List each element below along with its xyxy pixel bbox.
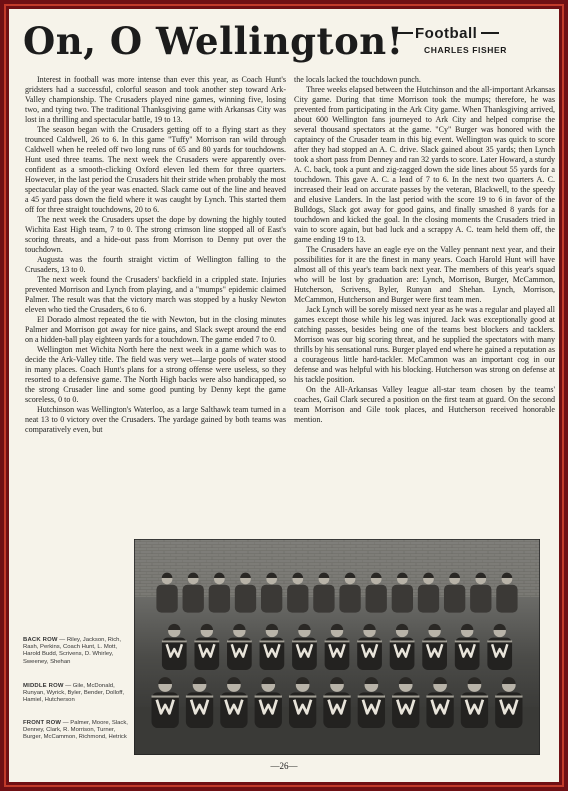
article-paragraph: Interest in football was more intense than ever this year, as Coach Hunt's gridsters had a successful, colorful season and took another step toward Ark-Valley championship. The Crusaders played nine games, winning five, losing two, and tying two. The traditional Thanksgiving game with Arkansas City was lost in a thrilling and spectacular battle, 19 to 13. <box>25 75 286 124</box>
article-paragraph: Augusta was the fourth straight victim of Wellington falling to the Crusaders, 13 to 0. <box>25 255 286 274</box>
caption-front-row: FRONT ROW — Palmer, Moore, Slack, Denney, Clark, R. Morrison, Turner, Burger, McCammon, Richmond, Hetrick <box>23 720 128 741</box>
caption-names: Riley, Jackson, Rich, Rash, Perkins, Coach Hunt, L. Mott, Harold Budd, Scrivens, D. Whirley, Sweeney, Shehan <box>23 637 122 665</box>
article-paragraph: On the All-Arkansas Valley league all-star team chosen by the teams' coaches, Gail Clark secured a position on the first team at guard. On the second team Morrison and Gile took places, and Hutcherson received honorable mention. <box>294 385 555 424</box>
article-paragraph: The next week the Crusaders upset the dope by downing the highly touted Wichita East High team, 7 to 0. The strong crimson line stopped all of East's scoring threats, and a hide-out pass from Morrison to Denny put over the touchdown. <box>25 215 286 254</box>
article-paragraph: Jack Lynch will be sorely missed next year as he was a regular and played all games except those while his leg was injured. Jack was exceptionally good at catching passes, besides being one of the teams best blockers and tacklers. Morrison was our big scoring threat, and he supplied the spectators with many thrills by his sensational runs. Burger played end where he gained a reputation as a courageous little hard-tackler. McCammon was an important cog in our defense and was helpful with his blocking. Hutcherson was strong on defense at his tackle position. <box>294 305 555 384</box>
article-paragraph: El Dorado almost repeated the tie with Newton, but in the closing minutes Palmer and Morrison got away for nice gains, and Slack swept around the end on a hidden-ball play eighteen yards for a touchdown. The game ended 7 to 0. <box>25 315 286 344</box>
article-paragraph: The next week found the Crusaders' backfield in a crippled state. Injuries prevented Morrison and Lynch from playing, and a "mumps" epidemic claimed Palmer. The result was that the victory march was stopped by a husky Newton eleven who tied the Crusaders, 6 to 6. <box>25 275 286 314</box>
caption-label: MIDDLE ROW <box>23 683 64 689</box>
article-paragraph: The season began with the Crusaders getting off to a flying start as they trounced Caldwell, 26 to 6. In this game "Tuffy" Morrison ran wild through Caldwell when he reeled off two long runs of 65 and 80 yards for touchdowns. Hunt used three teams. The next week the Crusaders were apparently over-confident as a smooth-clicking Oxford eleven led them for three quarters. However, in the last period the Crusaders hit their stride when probably the most spectacular play of the year was enacted. Slack came out of the line and heaved a 45 yard pass down the field where it was caught by Lynch. This started them off for three straight touchdowns, 20 to 6. <box>25 125 286 214</box>
article-paragraph: Three weeks elapsed between the Hutchinson and the all-important Arkansas City game. During that time Morrison took the mumps; therefore, he was prevented from participating in the Ark City game. When Thanksgiving arrived, about 600 Wellington fans journeyed to Ark City and helped comprise the several thousand spectators at the game. "Cy" Burger was honored with the captaincy of the Crusader team in this big event. Wellington was quick to score after they had stopped an A. C. drive. Slack gained about 35 yards; then Lynch took a short pass from Denney and ran 32 yards to score. Later Howard, a sturdy A. C. back, took a punt and zig-zagged down the side lines about 55 yards for a touchdown. This gave A. C. a lead of 7 to 6. In the next two quarters A. C. increased their lead on accurate passes by the veteran, Blackwell, to the speedy and elusive Landers. In the last period with the score 19 to 6 in favor of the Bulldogs, Slack got away for good gains, and finally smashed 8 yards for a touchdown and kicked the goal. In the closing moments the Crusaders tried in vain to score again, but bad luck and a scrappy A. C. team held them off, the game ending 19 to 13. <box>294 85 555 244</box>
page-title: On, O Wellington! <box>23 19 404 63</box>
caption-names: Palmer, Moore, Slack, Denney, Clark, R. Morrison, Turner, Burger, McCammon, Richmond, Hetrick <box>23 720 128 741</box>
author-byline: CHARLES FISHER <box>424 45 508 55</box>
caption-middle-row: MIDDLE ROW — Gile, McDonald, Runyan, Wyrick, Byler, Bender, Dolloff, Hamiel, Hutcherson <box>23 683 125 704</box>
section-label: Football <box>415 25 478 42</box>
article-paragraph: The Crusaders have an eagle eye on the Valley pennant next year, and their possibilities for it are the finest in many years. Coach Harold Hunt will have almost all of this year's team back next year. The members of this year's squad who will be lost by graduation are: Lynch, Morrison, Burger, McCammon, Hutcherson, Scrivens, Byler, Runyan and Shehan. Lynch, Morrison, McCammon, Hutcherson and Burger were first team men. <box>294 245 555 304</box>
article-column-left <box>25 75 286 533</box>
article-paragraph: Wellington met Wichita North here the next week in a game which was to decide the Ark-Valley title. The field was very wet—large pools of water stood in many places. Coach Hunt's plans for a strong offense were useless, so they resorted to a defensive game. The North High backs were also handicapped, so the strong Crusader line and some good punting by Denny kept the game scoreless, 0 to 0. <box>25 345 286 404</box>
caption-label: FRONT ROW <box>23 720 62 726</box>
page-number: —26— <box>270 761 298 771</box>
section-heading <box>395 25 499 42</box>
article-paragraph: the locals lacked the touchdown punch. <box>294 75 421 84</box>
caption-label: BACK ROW <box>23 637 58 643</box>
yearbook-page <box>9 9 559 782</box>
article-column-right <box>294 75 555 533</box>
section-rule-right <box>481 32 499 34</box>
caption-names: Gile, McDonald, Runyan, Wyrick, Byler, Bender, Dolloff, Hamiel, Hutcherson <box>23 683 125 704</box>
section-rule-left <box>395 32 413 34</box>
caption-back-row: BACK ROW — Riley, Jackson, Rich, Rash, Perkins, Coach Hunt, L. Mott, Harold Budd, Scrivens, D. Whirley, Sweeney, Shehan <box>23 637 122 665</box>
team-photo <box>134 539 540 755</box>
article-paragraph: Hutchinson was Wellington's Waterloo, as a large Salthawk team turned in a neat 13 to 0 victory over the Crusaders. The yardage gained by both teams was comparatively even, but <box>25 405 286 434</box>
